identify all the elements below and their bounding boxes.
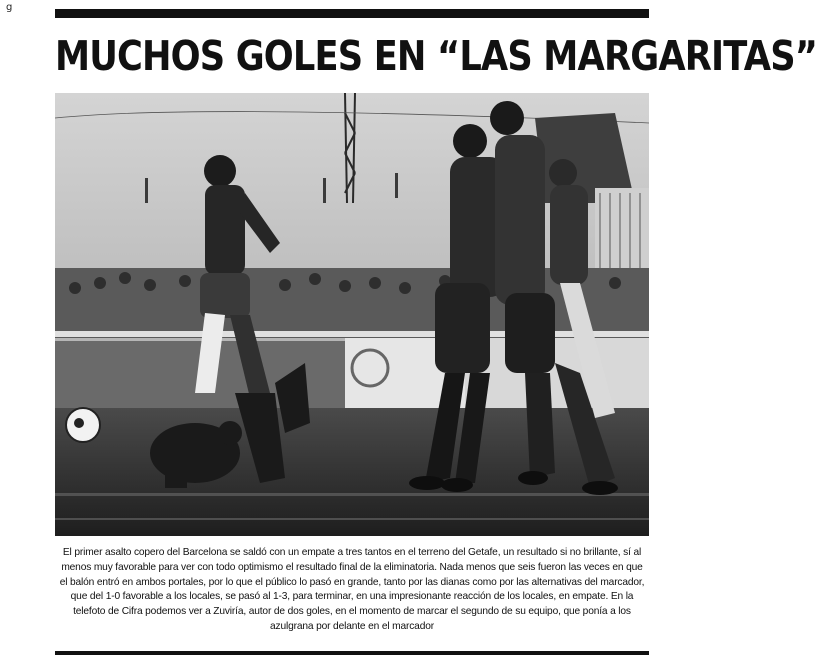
headline: MUCHOS GOLES EN “LAS MARGARITAS”: [55, 32, 817, 80]
match-photo: [55, 93, 649, 536]
football-match-photo-icon: [55, 93, 649, 536]
bottom-rule: [55, 651, 649, 655]
photo-caption: El primer asalto copero del Barcelona se saldó con un empate a tres tantos en el terreno del Getafe, un resultado si no brillante, sí al menos muy favorable para ver con todo optimismo el resultado final de la eliminatoria. Nada menos que seis fueron las veces en que el balón entró en ambos portales, por lo que el público lo pasó en grande, tanto por las dianas como por las alternativas del marcador, que del 1-0 favorable a los locales, se pasó al 1-3, para terminar, en una impresionante reacción de los locales, en empate. En la telefoto de Cifra podemos ver a Zuviría, autor de dos goles, en el momento de marcar el segundo de su equipo, que ponía a los azulgrana por delante en el marcador: [59, 547, 645, 632]
railing: [55, 331, 649, 337]
pitch: [55, 408, 649, 536]
page-mark: g: [6, 2, 13, 13]
top-rule: [55, 9, 649, 18]
